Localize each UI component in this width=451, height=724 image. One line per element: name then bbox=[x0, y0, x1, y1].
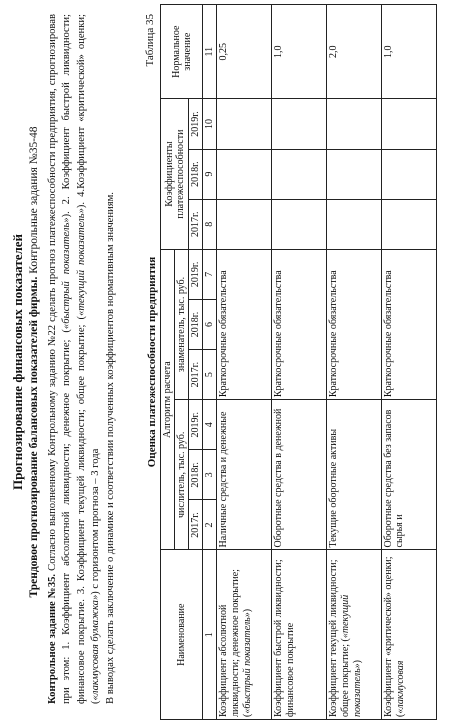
year-header: 2018г. bbox=[189, 149, 203, 199]
empty-cell bbox=[382, 99, 437, 149]
document-title: Прогнозирование финансовых показателей bbox=[10, 233, 25, 491]
table-row bbox=[327, 5, 382, 720]
year-header: 2017г. bbox=[189, 350, 203, 400]
subtitle-rest: Контрольные задания №35-48 bbox=[28, 126, 40, 277]
row-name: Коэффициент быстрой ликвидности; финансовое покрытие bbox=[272, 550, 327, 720]
column-number: 4 bbox=[203, 400, 217, 450]
row-norm: 1,0 bbox=[382, 5, 437, 99]
table-title: Оценка платежеспособности предприятия bbox=[146, 256, 158, 468]
empty-cell bbox=[327, 99, 382, 149]
task-text-1: Согласно выполненному Контрольному заданию №22 сделать прогноз платежеспособности предприятия, спрогнозировав при этом: 1. Коэффициент абсолютной ликвидности; денежное покрытие; ( bbox=[47, 14, 73, 704]
year-header: 2017г. bbox=[189, 500, 203, 550]
subtitle-bold: Трендовое прогнозирование балансовых показателей фирмы. bbox=[28, 276, 40, 598]
header-norm: Нормальное значение bbox=[161, 5, 203, 99]
year-header: 2018г. bbox=[189, 450, 203, 500]
header-name: Наименование bbox=[161, 550, 203, 720]
row-denominator: Краткосрочные обязательства bbox=[272, 249, 327, 399]
empty-cell bbox=[217, 99, 272, 149]
empty-cell bbox=[272, 99, 327, 149]
row-numerator: Оборотные средства без запасов сырья и bbox=[382, 400, 437, 550]
empty-cell bbox=[217, 199, 272, 249]
row-numerator: Наличные средства и денежные bbox=[217, 400, 272, 550]
empty-cell bbox=[382, 199, 437, 249]
row-denominator: Краткосрочные обязательства bbox=[327, 249, 382, 399]
column-number: 9 bbox=[203, 149, 217, 199]
task-text-4: ) с горизонтом прогноза – 3 года bbox=[90, 448, 102, 595]
column-number: 6 bbox=[203, 299, 217, 349]
column-number: 5 bbox=[203, 350, 217, 400]
column-number: 8 bbox=[203, 199, 217, 249]
task-italic-2: «текущий показатель» bbox=[75, 208, 87, 316]
table-row bbox=[382, 5, 437, 720]
table-row bbox=[272, 5, 327, 720]
row-numerator: Оборотные средства в денежной bbox=[272, 400, 327, 550]
row-denominator: Краткосрочные обязательства bbox=[217, 249, 272, 399]
task-paragraph bbox=[46, 14, 118, 704]
column-number-row bbox=[203, 5, 217, 720]
header-numerator: числитель, тыс. руб. bbox=[175, 400, 189, 550]
empty-cell bbox=[272, 149, 327, 199]
year-header: 2018г. bbox=[189, 299, 203, 349]
row-norm: 1,0 bbox=[272, 5, 327, 99]
empty-cell bbox=[382, 149, 437, 199]
document-subtitle bbox=[28, 0, 40, 724]
column-number: 7 bbox=[203, 249, 217, 299]
row-norm: 2,0 bbox=[327, 5, 382, 99]
column-number: 11 bbox=[203, 5, 217, 99]
row-name: Коэффициент «критической» оценки; («лакмусовая bbox=[382, 550, 437, 720]
year-header: 2019г. bbox=[189, 99, 203, 149]
header-coefficients: Коэффициенты платежеспособности bbox=[161, 99, 189, 249]
empty-cell bbox=[272, 199, 327, 249]
task-label: Контрольное задание №35. bbox=[47, 573, 58, 704]
table-caption: Таблица 35 bbox=[144, 14, 156, 67]
table-row bbox=[217, 5, 272, 720]
row-numerator: Текущие оборотные активы bbox=[327, 400, 382, 550]
task-italic-3: «лакмусовая бумажка» bbox=[90, 594, 102, 701]
row-name: Коэффициент текущей ликвидности; общее покрытие; («текущий показатель») bbox=[327, 550, 382, 720]
column-number: 1 bbox=[203, 550, 217, 720]
row-denominator: Краткосрочные обязательства bbox=[382, 249, 437, 399]
column-number: 3 bbox=[203, 450, 217, 500]
empty-cell bbox=[327, 199, 382, 249]
header-algorithm: Алгоритм расчета bbox=[161, 249, 175, 550]
task-italic-1: «быстрый показатель» bbox=[61, 217, 73, 330]
conclusion-text: В выводах сделать заключение о динамике и соответствии полученных коэффициентов нормативным значениям. bbox=[104, 192, 116, 704]
column-number: 2 bbox=[203, 500, 217, 550]
header-denominator: знаменатель, тыс. руб. bbox=[175, 249, 189, 399]
column-number: 10 bbox=[203, 99, 217, 149]
year-header: 2017г. bbox=[189, 199, 203, 249]
empty-cell bbox=[217, 149, 272, 199]
solvency-table bbox=[160, 4, 437, 720]
task-text-2: ). 2. Коэффициент быстрой ликвидности; финансовое покрытие. 3. Коэффициент текущей ликвидности; общее покрытие; ( bbox=[61, 13, 87, 704]
year-header: 2019г. bbox=[189, 400, 203, 450]
header-row-1 bbox=[161, 5, 175, 720]
task-text-3: ). 4.Коэффициент «критической» оценки; ( bbox=[75, 14, 102, 704]
empty-cell bbox=[327, 149, 382, 199]
year-header: 2019г. bbox=[189, 249, 203, 299]
row-name: Коэффициент абсолютной ликвидности; денежное покрытие; («быстрый показатель») bbox=[217, 550, 272, 720]
row-norm: 0,25 bbox=[217, 5, 272, 99]
